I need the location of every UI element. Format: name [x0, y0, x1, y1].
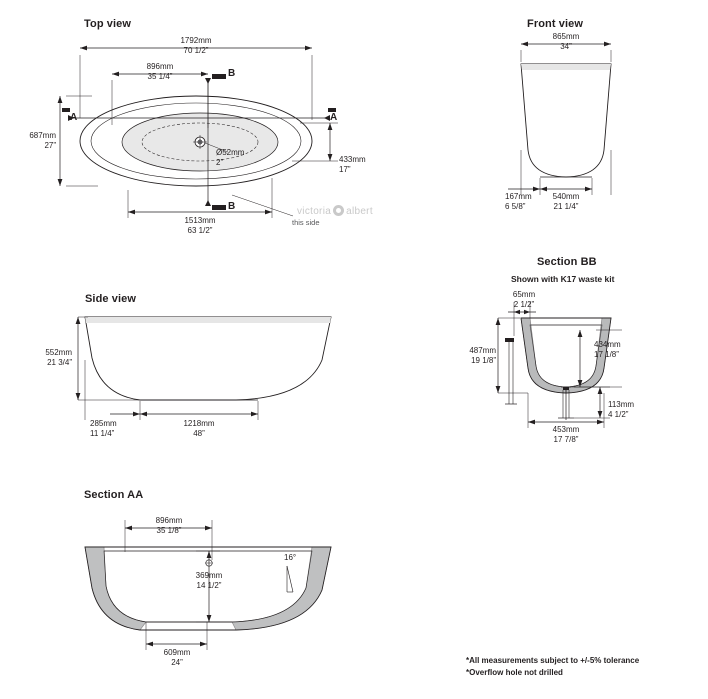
watermark-text-left: victoria [297, 206, 332, 217]
bb-base-mm: 453mm [552, 425, 580, 434]
watermark-text-right: albert [346, 206, 373, 217]
top-waste-dia-mm: Ø52mm [216, 148, 245, 157]
bb-base-in: 17 7/8” [553, 435, 579, 444]
top-waste-dia-in: 2” [216, 158, 224, 167]
aa-angle: 16° [284, 553, 297, 562]
top-inner-width-mm: 433mm [339, 155, 366, 164]
overflow-side-note: this side [292, 218, 320, 227]
top-width-in: 27” [44, 141, 56, 150]
section-bb-subtitle: Shown with K17 waste kit [511, 274, 615, 284]
top-inner-length-in: 35 1/4” [147, 72, 173, 81]
bb-height-in: 19 1/8” [471, 356, 496, 365]
top-view-title: Top view [84, 18, 132, 30]
side-base-mm: 1218mm [183, 419, 215, 428]
section-bb-title: Section BB [537, 256, 597, 268]
section-mark-a-left: A [70, 112, 78, 123]
section-mark-a-right: A [330, 112, 338, 123]
front-width-in: 34” [560, 42, 572, 51]
top-inner-length-mm: 896mm [146, 62, 174, 71]
aa-base-mm: 609mm [163, 648, 191, 657]
footnote-overflow: *Overflow hole not drilled [466, 668, 563, 677]
top-base-length-mm: 1513mm [184, 216, 216, 225]
section-aa-title: Section AA [84, 489, 144, 501]
side-height-in: 21 3/4” [47, 358, 72, 367]
bb-height-mm: 487mm [469, 346, 496, 355]
front-width-mm: 865mm [552, 32, 580, 41]
top-overall-length-in: 70 1/2” [183, 46, 209, 55]
top-base-length-in: 63 1/2” [187, 226, 213, 235]
aa-inner-in: 35 1/8” [156, 526, 182, 535]
bb-inner-height-mm: 434mm [594, 340, 621, 349]
side-height-mm: 552mm [45, 348, 72, 357]
bb-inner-height-in: 17 1/8” [594, 350, 619, 359]
front-base-mm: 540mm [552, 192, 580, 201]
top-inner-width-in: 17” [339, 165, 351, 174]
bb-waste-in: 4 1/2” [608, 410, 629, 419]
footnote-tolerance: *All measurements subject to +/-5% tolerance [466, 656, 640, 665]
section-mark-b-top: B [228, 68, 236, 79]
top-overall-length-mm: 1792mm [180, 36, 212, 45]
front-base-in: 21 1/4” [553, 202, 579, 211]
bb-rim-mm: 65mm [512, 290, 536, 299]
front-foot-in: 6 5/8” [505, 202, 526, 211]
bb-rim-in: 2 1/2” [513, 300, 535, 309]
aa-depth-in: 14 1/2” [196, 581, 222, 590]
side-offset-in: 11 1/4” [90, 429, 115, 438]
bb-waste-mm: 113mm [608, 400, 635, 409]
aa-depth-mm: 369mm [195, 571, 223, 580]
aa-inner-mm: 896mm [155, 516, 183, 525]
side-base-in: 48” [193, 429, 205, 438]
front-foot-mm: 167mm [505, 192, 532, 201]
top-width-mm: 687mm [29, 131, 56, 140]
front-view-title: Front view [527, 18, 584, 30]
side-offset-mm: 285mm [90, 419, 117, 428]
side-view-title: Side view [85, 293, 137, 305]
aa-base-in: 24” [171, 658, 183, 667]
section-mark-b-bottom: B [228, 201, 236, 212]
